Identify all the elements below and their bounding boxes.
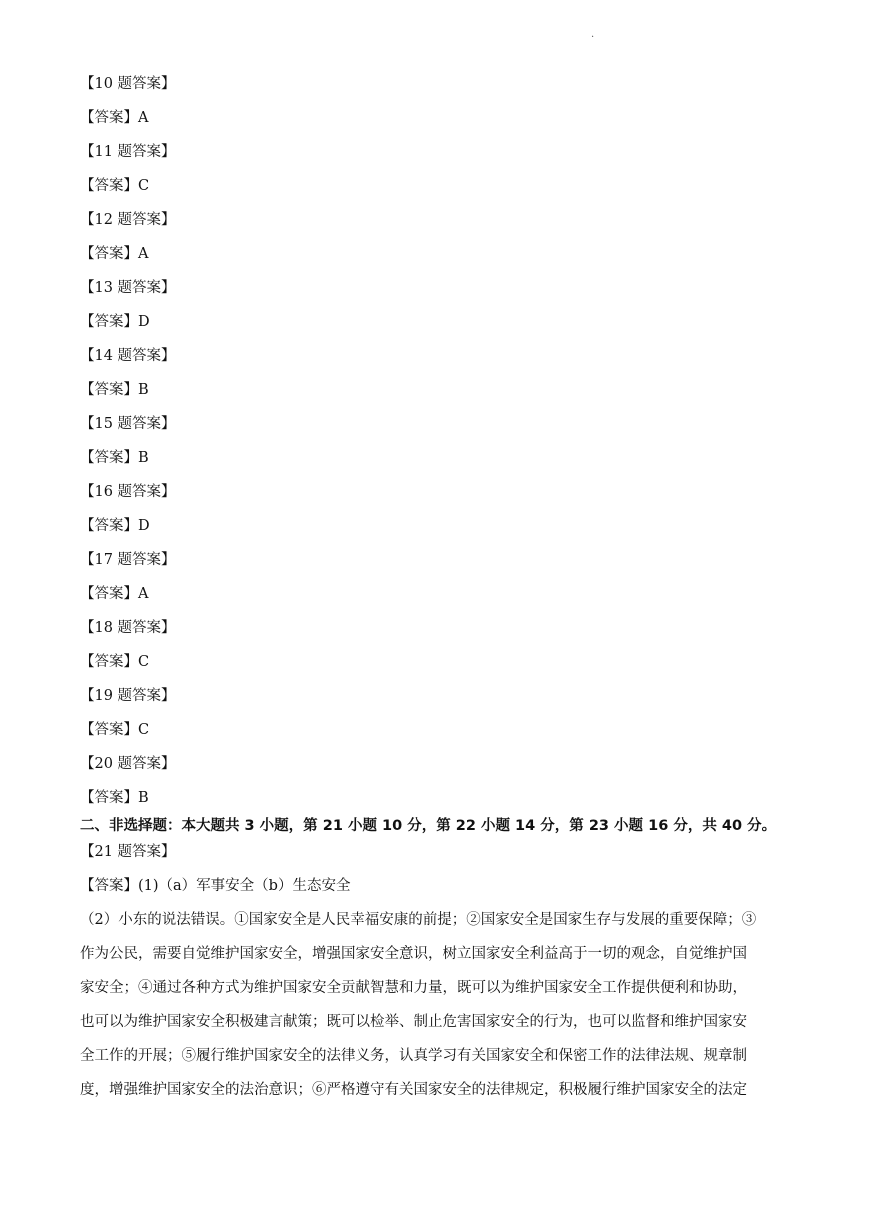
paragraph-line: 家安全；④通过各种方式为维护国家安全贡献智慧和力量，既可以为维护国家安全工作提供便利和协助， — [80, 980, 747, 996]
page-marker-dot: . — [591, 29, 595, 40]
q14-title: 【14 题答案】 — [80, 348, 176, 364]
q17-title: 【17 题答案】 — [80, 552, 176, 568]
q13-title: 【13 题答案】 — [80, 280, 176, 296]
paragraph-line: 作为公民，需要自觉维护国家安全，增强国家安全意识，树立国家安全利益高于一切的观念，自觉维护国 — [80, 946, 747, 962]
paragraph-line: 也可以为维护国家安全积极建言献策；既可以检举、制止危害国家安全的行为，也可以监督和维护国家安 — [80, 1014, 747, 1030]
q20-answer: 【答案】B — [80, 790, 149, 806]
q15-answer: 【答案】B — [80, 450, 149, 466]
q19-answer: 【答案】C — [80, 722, 150, 738]
q17-answer: 【答案】A — [80, 586, 149, 602]
q20-title: 【20 题答案】 — [80, 756, 176, 772]
q18-answer: 【答案】C — [80, 654, 150, 670]
q10-title: 【10 题答案】 — [80, 76, 176, 92]
q11-answer: 【答案】C — [80, 178, 150, 194]
q15-title: 【15 题答案】 — [80, 416, 176, 432]
section-heading: 二、非选择题：本大题共 3 小题，第 21 小题 10 分，第 22 小题 14 分，第 23 小题 16 分，共 40 分。 — [80, 818, 777, 834]
paragraph-line: 全工作的开展；⑤履行维护国家安全的法律义务，认真学习有关国家安全和保密工作的法律法规、规章制 — [80, 1048, 747, 1064]
q13-answer: 【答案】D — [80, 314, 150, 330]
q11-title: 【11 题答案】 — [80, 144, 176, 160]
q16-title: 【16 题答案】 — [80, 484, 176, 500]
q12-title: 【12 题答案】 — [80, 212, 176, 228]
q21-title: 【21 题答案】 — [80, 844, 176, 860]
q21-answer-part1: 【答案】(1)（a）军事安全（b）生态安全 — [80, 878, 351, 894]
q19-title: 【19 题答案】 — [80, 688, 176, 704]
q10-answer: 【答案】A — [80, 110, 149, 126]
paragraph-line: （2）小东的说法错误。①国家安全是人民幸福安康的前提；②国家安全是国家生存与发展的重要保障；③ — [80, 912, 757, 928]
paragraph-line: 度，增强维护国家安全的法治意识；⑥严格遵守有关国家安全的法律规定，积极履行维护国家安全的法定 — [80, 1082, 747, 1098]
q12-answer: 【答案】A — [80, 246, 149, 262]
q21-answer-part2 — [80, 903, 792, 1107]
q16-answer: 【答案】D — [80, 518, 150, 534]
document-body — [80, 74, 792, 1107]
q14-answer: 【答案】B — [80, 382, 149, 398]
q18-title: 【18 题答案】 — [80, 620, 176, 636]
